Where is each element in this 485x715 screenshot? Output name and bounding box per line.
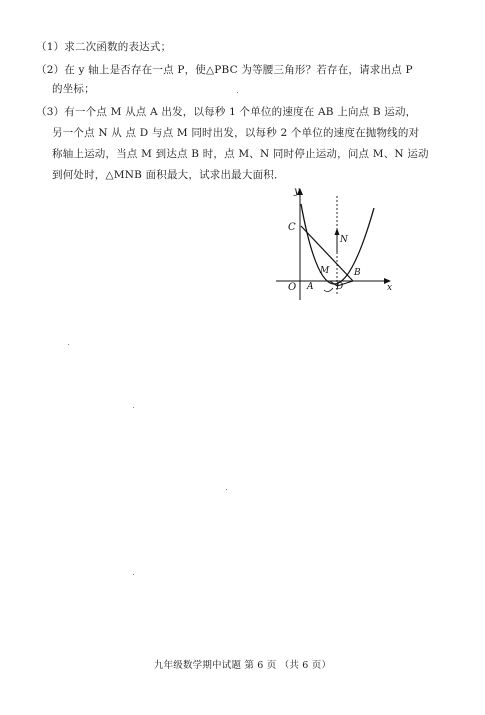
label-c: C (288, 222, 296, 233)
question-3-line-3: 称轴上运动，当点 M 到达点 B 时，点 M、N 同时停止运动，问点 M、N 运动 (52, 148, 429, 160)
page-footer: 九年级数学期中试题 第 6 页 （共 6 页） (153, 660, 332, 671)
question-2-line-2: 的坐标； (52, 83, 95, 95)
parabola-figure (270, 182, 400, 304)
question-1: （1）求二次函数的表达式； (36, 41, 172, 53)
label-x: x (387, 283, 393, 293)
label-b: B (354, 268, 361, 278)
label-d: D (336, 282, 344, 292)
label-a: A (307, 282, 314, 292)
m-motion-arrow (324, 288, 333, 292)
label-m: M (320, 266, 330, 276)
scan-speck (133, 574, 134, 575)
n-arrow-head (335, 228, 340, 235)
scan-speck (226, 489, 227, 490)
question-3-line-1: （3）有一个点 M 从点 A 出发，以每秒 1 个单位的速度在 AB 上向点 B 运动， (36, 106, 417, 118)
question-3-line-4: 到何处时，△MNB 面积最大，试求出最大面积． (52, 169, 285, 181)
scan-speck (133, 407, 134, 408)
label-y: y (294, 186, 300, 197)
label-o: O (288, 282, 297, 293)
scan-speck (68, 344, 69, 345)
scan-speck (237, 92, 238, 93)
question-2-line-1: （2）在 y 轴上是否存在一点 P，使△PBC 为等腰三角形？若存在，请求出点 P (36, 64, 413, 76)
question-3-line-2: 另一个点 N 从 点 D 与点 M 同时出发，以每秒 2 个单位的速度在抛物线的对 (52, 127, 420, 139)
label-n: N (340, 235, 348, 245)
